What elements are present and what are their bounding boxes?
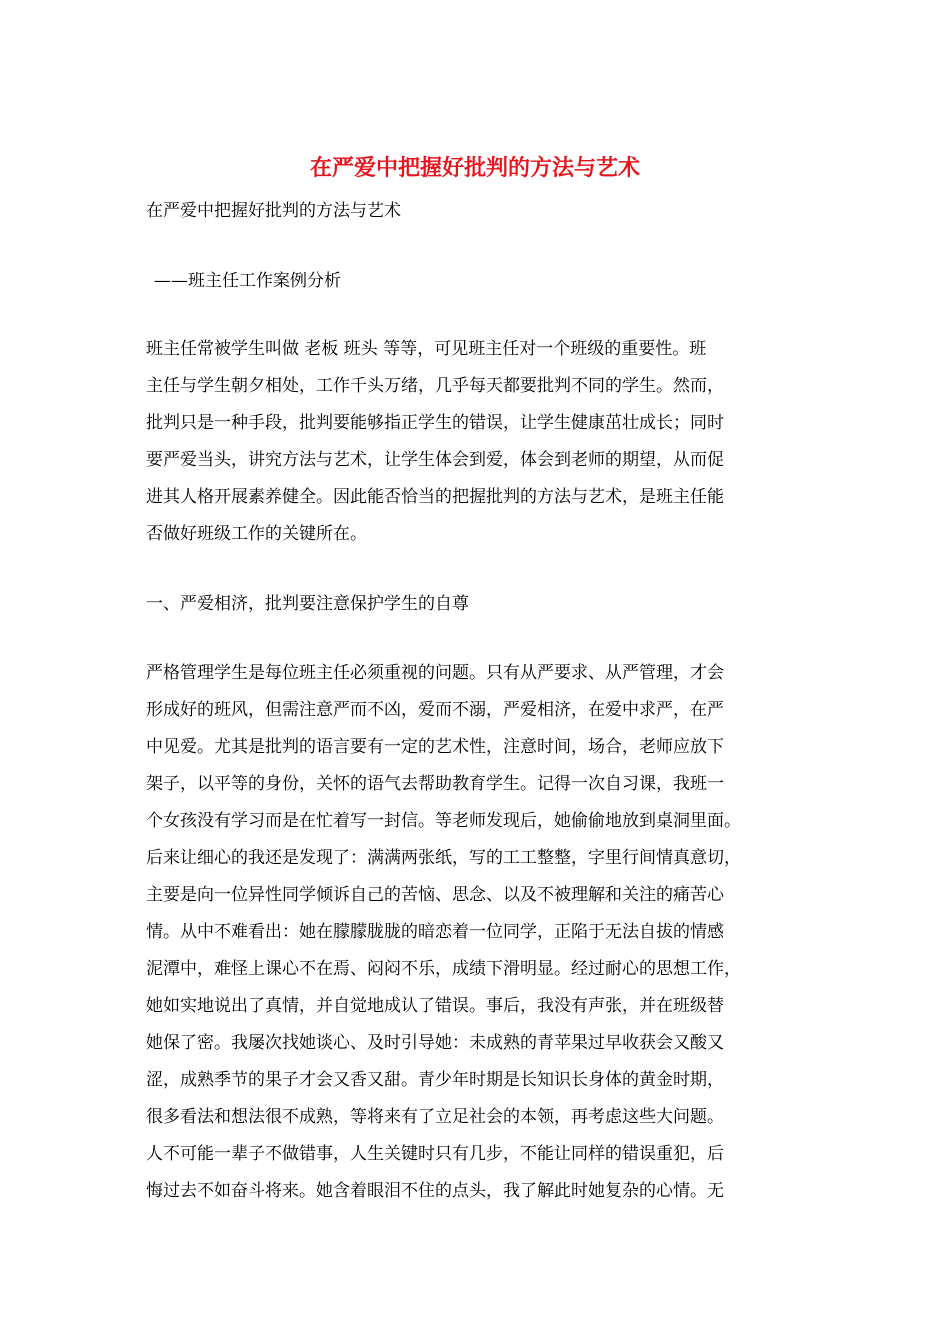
text-line: 泥潭中，难怪上课心不在焉、闷闷不乐，成绩下滑明显。经过耐心的思想工作， — [146, 959, 741, 979]
paragraph-intro — [146, 331, 806, 553]
text-line: 批判只是一种手段，批判要能够指正学生的错误，让学生健康茁壮成长；同时 — [146, 413, 724, 433]
section-heading: 一、严爱相济，批判要注意保护学生的自尊 — [146, 594, 469, 614]
text-line: 主要是向一位异性同学倾诉自己的苦恼、思念、以及不被理解和关注的痛苦心 — [146, 885, 724, 905]
text-line: 个女孩没有学习而是在忙着写一封信。等老师发现后，她偷偷地放到桌洞里面。 — [146, 811, 741, 831]
text-line: 严格管理学生是每位班主任必须重视的问题。只有从严要求、从严管理，才会 — [146, 663, 724, 683]
text-line: 她如实地说出了真情，并自觉地成认了错误。事后，我没有声张，并在班级替 — [146, 996, 724, 1016]
text-line: 中见爱。尤其是批判的语言要有一定的艺术性，注意时间，场合，老师应放下 — [146, 737, 724, 757]
text-line: 她保了密。我屡次找她谈心、及时引导她：未成熟的青苹果过早收获会又酸又 — [146, 1033, 724, 1053]
document-byline: ——班主任工作案例分析 — [154, 271, 341, 291]
text-line: 后来让细心的我还是发现了：满满两张纸，写的工工整整，字里行间情真意切， — [146, 848, 741, 868]
text-line: 要严爱当头，讲究方法与艺术，让学生体会到爱，体会到老师的期望，从而促 — [146, 450, 724, 470]
text-line: 情。从中不难看出：她在朦朦胧胧的暗恋着一位同学，正陷于无法自拔的情感 — [146, 922, 724, 942]
document-title: 在严爱中把握好批判的方法与艺术 — [309, 155, 640, 181]
text-line: 形成好的班风，但需注意严而不凶，爱而不溺，严爱相济，在爱中求严，在严 — [146, 700, 724, 720]
text-line: 班主任常被学生叫做 老板 班头 等等，可见班主任对一个班级的重要性。班 — [146, 339, 707, 359]
text-line: 否做好班级工作的关键所在。 — [146, 524, 367, 544]
text-line: 主任与学生朝夕相处，工作千头万绪，几乎每天都要批判不同的学生。然而， — [146, 376, 724, 396]
document-subtitle: 在严爱中把握好批判的方法与艺术 — [146, 201, 401, 221]
paragraph-section-1 — [146, 655, 806, 1210]
text-line: 悔过去不如奋斗将来。她含着眼泪不住的点头，我了解此时她复杂的心情。无 — [146, 1181, 724, 1201]
text-line: 架子，以平等的身份，关怀的语气去帮助教育学生。记得一次自习课，我班一 — [146, 774, 724, 794]
text-line: 很多看法和想法很不成熟，等将来有了立足社会的本领，再考虑这些大问题。 — [146, 1107, 724, 1127]
text-line: 涩，成熟季节的果子才会又香又甜。青少年时期是长知识长身体的黄金时期， — [146, 1070, 724, 1090]
text-line: 进其人格开展素养健全。因此能否恰当的把握批判的方法与艺术，是班主任能 — [146, 487, 724, 507]
text-line: 人不可能一辈子不做错事，人生关键时只有几步，不能让同样的错误重犯，后 — [146, 1144, 724, 1164]
